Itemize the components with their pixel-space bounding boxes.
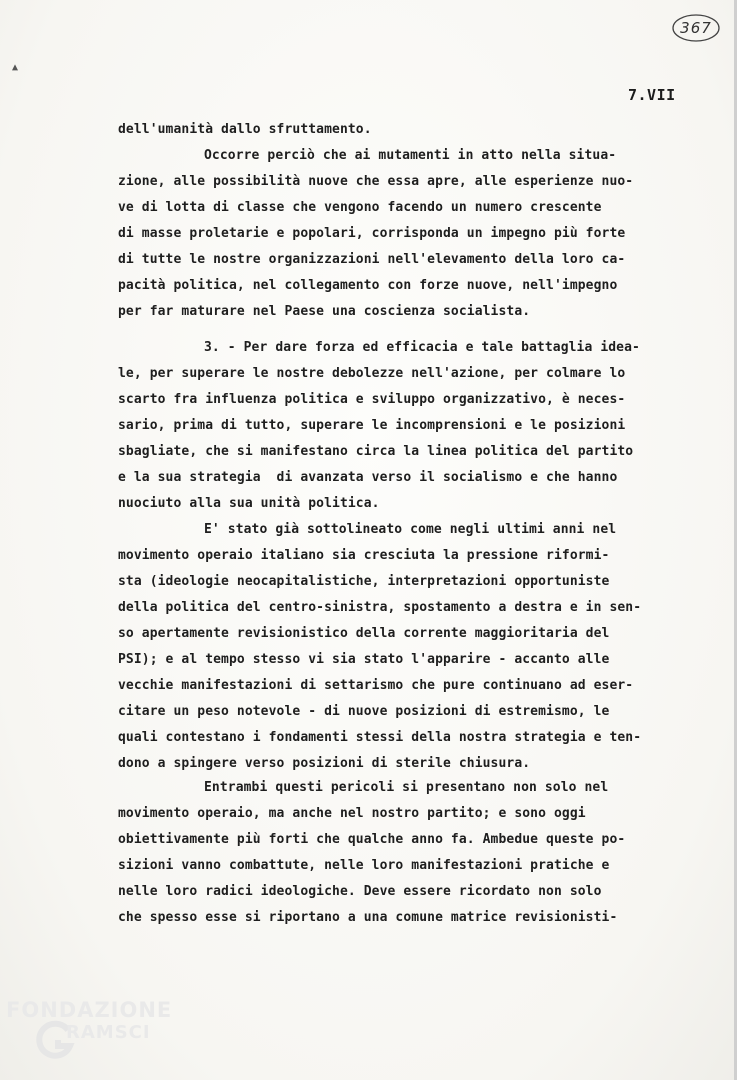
text-line: le, per superare le nostre debolezze nell'azione, per colmare lo — [118, 366, 626, 381]
text-line: sario, prima di tutto, superare le incomprensioni e le posizioni — [118, 418, 626, 433]
text-line: ve di lotta di classe che vengono facendo un numero crescente — [118, 200, 602, 215]
text-line: dell'umanità dallo sfruttamento. — [118, 122, 372, 137]
text-line: quali contestano i fondamenti stessi della nostra strategia e ten- — [118, 730, 642, 745]
text-line: sta (ideologie neocapitalistiche, interpretazioni opportuniste — [118, 574, 610, 589]
text-line: e la sua strategia di avanzata verso il socialismo e che hanno — [118, 470, 618, 485]
text-line: sbagliate, che si manifestano circa la linea politica del partito — [118, 444, 634, 459]
margin-mark-icon: ▲ — [12, 62, 19, 73]
text-line: di tutte le nostre organizzazioni nell'elevamento della loro ca- — [118, 252, 626, 267]
text-line: movimento operaio italiano sia cresciuta la pressione riformi- — [118, 548, 610, 563]
text-line: della politica del centro-sinistra, spostamento a destra e in sen- — [118, 600, 642, 615]
text-line: so apertamente revisionistico della corrente maggioritaria del — [118, 626, 610, 641]
text-line: nuociuto alla sua unità politica. — [118, 496, 380, 511]
text-line: Entrambi questi pericoli si presentano non solo nel — [204, 780, 609, 795]
watermark-line-1: FONDAZIONE — [6, 998, 173, 1022]
page-date-header: 7.VII — [628, 86, 676, 104]
archive-watermark — [6, 998, 196, 1068]
archive-number-stamp — [670, 12, 722, 44]
text-line: zione, alle possibilità nuove che essa apre, alle esperienze nuo- — [118, 174, 634, 189]
text-line: obiettivamente più forti che qualche anno fa. Ambedue queste po- — [118, 832, 626, 847]
text-line: scarto fra influenza politica e sviluppo organizzativo, è neces- — [118, 392, 626, 407]
text-line: nelle loro radici ideologiche. Deve essere ricordato non solo — [118, 884, 602, 899]
archive-number: 367 — [680, 19, 712, 37]
text-line: 3. - Per dare forza ed efficacia e tale battaglia idea- — [204, 340, 640, 355]
text-line: dono a spingere verso posizioni di sterile chiusura. — [118, 756, 531, 771]
text-line: E' stato già sottolineato come negli ultimi anni nel — [204, 522, 617, 537]
text-line: movimento operaio, ma anche nel nostro partito; e sono oggi — [118, 806, 586, 821]
text-line: vecchie manifestazioni di settarismo che pure continuano ad eser- — [118, 678, 634, 693]
text-line: per far maturare nel Paese una coscienza socialista. — [118, 304, 531, 319]
text-line: che spesso esse si riportano a una comune matrice revisionisti- — [118, 910, 618, 925]
text-line: di masse proletarie e popolari, corrisponda un impegno più forte — [118, 226, 626, 241]
text-line: sizioni vanno combattute, nelle loro manifestazioni pratiche e — [118, 858, 610, 873]
watermark-line-2: RAMSCI — [66, 1022, 151, 1043]
text-line: Occorre perciò che ai mutamenti in atto nella situa- — [204, 148, 617, 163]
text-line: pacità politica, nel collegamento con forze nuove, nell'impegno — [118, 278, 618, 293]
text-line: PSI); e al tempo stesso vi sia stato l'apparire - accanto alle — [118, 652, 610, 667]
text-line: citare un peso notevole - di nuove posizioni di estremismo, le — [118, 704, 610, 719]
